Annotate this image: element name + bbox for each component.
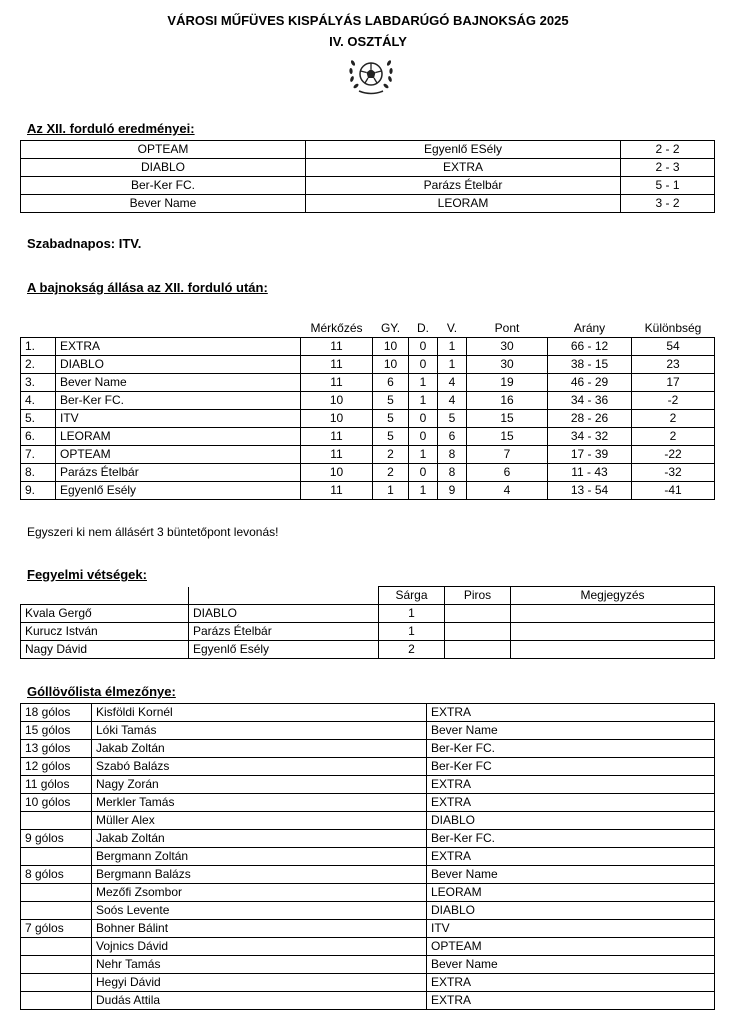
scorer-row xyxy=(21,866,715,884)
team-cell: EXTRA xyxy=(427,704,715,722)
player-cell: Nehr Tamás xyxy=(92,956,427,974)
position-cell: 6. xyxy=(21,428,56,446)
result-row xyxy=(21,159,715,177)
ratio-cell: 34 - 36 xyxy=(548,392,632,410)
standings-row xyxy=(21,374,715,392)
player-cell: Nagy Dávid xyxy=(21,641,189,659)
d-cell: 1 xyxy=(409,392,438,410)
player-cell: Dudás Attila xyxy=(92,992,427,1010)
team-cell: Ber-Ker FC. xyxy=(427,740,715,758)
goals-cell: 12 gólos xyxy=(21,758,92,776)
played-cell: 11 xyxy=(301,446,373,464)
team-cell: ITV xyxy=(427,920,715,938)
scorer-row xyxy=(21,902,715,920)
ratio-cell: 38 - 15 xyxy=(548,356,632,374)
standings-row xyxy=(21,482,715,500)
yellow-card-cell: 2 xyxy=(379,641,445,659)
player-cell: Hegyi Dávid xyxy=(92,974,427,992)
w-cell: 6 xyxy=(373,374,409,392)
ratio-cell: 34 - 32 xyxy=(548,428,632,446)
scorer-row xyxy=(21,974,715,992)
position-cell: 5. xyxy=(21,410,56,428)
d-cell: 0 xyxy=(409,356,438,374)
score-cell: 2 - 2 xyxy=(621,141,715,159)
goals-cell: 11 gólos xyxy=(21,776,92,794)
l-cell: 9 xyxy=(438,482,467,500)
penalty-note: Egyszeri ki nem állásért 3 büntetőpont levonás! xyxy=(27,525,279,539)
w-cell: 10 xyxy=(373,338,409,356)
team-cell: Ber-Ker FC. xyxy=(427,830,715,848)
yellow-card-cell: 1 xyxy=(379,623,445,641)
team-cell: ITV xyxy=(56,410,301,428)
document-title: VÁROSI MŰFÜVES KISPÁLYÁS LABDARÚGÓ BAJNOKSÁG 2025 xyxy=(167,13,569,28)
scorer-row xyxy=(21,938,715,956)
pts-cell: 30 xyxy=(467,338,548,356)
played-cell: 10 xyxy=(301,410,373,428)
goals-cell: 15 gólos xyxy=(21,722,92,740)
l-cell: 8 xyxy=(438,446,467,464)
team-cell: Egyenlő Esély xyxy=(189,641,379,659)
team-cell: EXTRA xyxy=(427,848,715,866)
team-cell: Bever Name xyxy=(427,866,715,884)
pts-cell: 6 xyxy=(467,464,548,482)
w-cell: 2 xyxy=(373,464,409,482)
position-cell: 8. xyxy=(21,464,56,482)
goals-cell xyxy=(21,938,92,956)
l-cell: 6 xyxy=(438,428,467,446)
goals-cell xyxy=(21,956,92,974)
column-header: Pont xyxy=(494,321,520,335)
red-card-cell xyxy=(445,641,511,659)
goals-cell: 9 gólos xyxy=(21,830,92,848)
football-laurel-icon xyxy=(346,52,396,98)
played-cell: 11 xyxy=(301,428,373,446)
discipline-table xyxy=(20,586,715,659)
l-cell: 8 xyxy=(438,464,467,482)
away-team-cell: LEORAM xyxy=(306,195,621,213)
scorer-row xyxy=(21,884,715,902)
w-cell: 10 xyxy=(373,356,409,374)
team-cell: DIABLO xyxy=(427,902,715,920)
scorer-row xyxy=(21,830,715,848)
away-team-cell: Egyenlő ESély xyxy=(306,141,621,159)
l-cell: 5 xyxy=(438,410,467,428)
scorer-row xyxy=(21,740,715,758)
diff-cell: -22 xyxy=(632,446,715,464)
diff-cell: -32 xyxy=(632,464,715,482)
score-cell: 2 - 3 xyxy=(621,159,715,177)
pts-cell: 4 xyxy=(467,482,548,500)
position-cell: 3. xyxy=(21,374,56,392)
discipline-row xyxy=(21,623,715,641)
standings-row xyxy=(21,338,715,356)
note-cell xyxy=(511,641,715,659)
played-cell: 11 xyxy=(301,356,373,374)
team-cell: Bever Name xyxy=(427,956,715,974)
discipline-row xyxy=(21,605,715,623)
empty-header-cell xyxy=(189,587,379,605)
empty-header-cell xyxy=(21,587,189,605)
l-cell: 1 xyxy=(438,338,467,356)
l-cell: 4 xyxy=(438,374,467,392)
team-cell: Parázs Ételbár xyxy=(189,623,379,641)
home-team-cell: Bever Name xyxy=(21,195,306,213)
w-cell: 2 xyxy=(373,446,409,464)
player-cell: Kisföldi Kornél xyxy=(92,704,427,722)
bye-team-text: Szabadnapos: ITV. xyxy=(27,236,142,251)
team-cell: EXTRA xyxy=(427,794,715,812)
scorers-heading: Góllövőlista élmezőnye: xyxy=(27,684,176,699)
discipline-heading: Fegyelmi vétségek: xyxy=(27,567,147,582)
team-cell: DIABLO xyxy=(189,605,379,623)
player-cell: Müller Alex xyxy=(92,812,427,830)
team-cell: EXTRA xyxy=(427,776,715,794)
player-cell: Jakab Zoltán xyxy=(92,830,427,848)
away-team-cell: EXTRA xyxy=(306,159,621,177)
score-cell: 3 - 2 xyxy=(621,195,715,213)
team-cell: DIABLO xyxy=(56,356,301,374)
pts-cell: 16 xyxy=(467,392,548,410)
ratio-cell: 17 - 39 xyxy=(548,446,632,464)
w-cell: 5 xyxy=(373,392,409,410)
w-cell: 1 xyxy=(373,482,409,500)
goals-cell xyxy=(21,848,92,866)
scorer-row xyxy=(21,956,715,974)
ratio-cell: 66 - 12 xyxy=(548,338,632,356)
goals-cell: 10 gólos xyxy=(21,794,92,812)
standings-header-row xyxy=(21,320,715,338)
diff-cell: 54 xyxy=(632,338,715,356)
discipline-row xyxy=(21,641,715,659)
home-team-cell: Ber-Ker FC. xyxy=(21,177,306,195)
ratio-cell: 46 - 29 xyxy=(548,374,632,392)
position-cell: 2. xyxy=(21,356,56,374)
standings-heading: A bajnokság állása az XII. forduló után: xyxy=(27,280,268,295)
score-cell: 5 - 1 xyxy=(621,177,715,195)
team-cell: Ber-Ker FC xyxy=(427,758,715,776)
round-results-table xyxy=(20,140,715,213)
team-cell: Egyenlő Esély xyxy=(56,482,301,500)
player-cell: Szabó Balázs xyxy=(92,758,427,776)
column-header: Különbség xyxy=(644,321,702,335)
diff-cell: 2 xyxy=(632,410,715,428)
scorer-row xyxy=(21,758,715,776)
d-cell: 0 xyxy=(409,464,438,482)
division-subtitle: IV. OSZTÁLY xyxy=(329,34,407,49)
player-cell: Lóki Tamás xyxy=(92,722,427,740)
d-cell: 0 xyxy=(409,428,438,446)
team-cell: DIABLO xyxy=(427,812,715,830)
standings-row xyxy=(21,356,715,374)
empty-header-cell xyxy=(56,320,301,338)
d-cell: 0 xyxy=(409,338,438,356)
red-card-cell xyxy=(445,623,511,641)
played-cell: 11 xyxy=(301,338,373,356)
pts-cell: 19 xyxy=(467,374,548,392)
pts-cell: 7 xyxy=(467,446,548,464)
player-cell: Kurucz István xyxy=(21,623,189,641)
goals-cell xyxy=(21,902,92,920)
standings-row xyxy=(21,428,715,446)
player-cell: Soós Levente xyxy=(92,902,427,920)
pts-cell: 15 xyxy=(467,410,548,428)
w-cell: 5 xyxy=(373,428,409,446)
diff-cell: 23 xyxy=(632,356,715,374)
w-cell: 5 xyxy=(373,410,409,428)
goals-cell xyxy=(21,812,92,830)
standings-table xyxy=(20,320,715,500)
goals-cell: 7 gólos xyxy=(21,920,92,938)
player-cell: Vojnics Dávid xyxy=(92,938,427,956)
column-header: Mérkőzés xyxy=(310,321,363,335)
goals-cell xyxy=(21,884,92,902)
scorer-row xyxy=(21,722,715,740)
d-cell: 1 xyxy=(409,482,438,500)
goals-cell xyxy=(21,974,92,992)
pts-cell: 30 xyxy=(467,356,548,374)
standings-row xyxy=(21,392,715,410)
position-cell: 7. xyxy=(21,446,56,464)
goals-cell: 13 gólos xyxy=(21,740,92,758)
team-cell: EXTRA xyxy=(56,338,301,356)
round-results-heading: Az XII. forduló eredményei: xyxy=(27,121,195,136)
player-cell: Merkler Tamás xyxy=(92,794,427,812)
played-cell: 10 xyxy=(301,392,373,410)
scorer-row xyxy=(21,776,715,794)
team-cell: Ber-Ker FC. xyxy=(56,392,301,410)
result-row xyxy=(21,141,715,159)
team-cell: EXTRA xyxy=(427,992,715,1010)
team-cell: Bever Name xyxy=(56,374,301,392)
team-cell: EXTRA xyxy=(427,974,715,992)
played-cell: 11 xyxy=(301,374,373,392)
player-cell: Bohner Bálint xyxy=(92,920,427,938)
yellow-card-cell: 1 xyxy=(379,605,445,623)
scorer-row xyxy=(21,992,715,1010)
position-cell: 1. xyxy=(21,338,56,356)
column-header: Piros xyxy=(445,587,511,605)
ratio-cell: 13 - 54 xyxy=(548,482,632,500)
scorer-row xyxy=(21,812,715,830)
player-cell: Mezőfi Zsombor xyxy=(92,884,427,902)
goals-cell: 8 gólos xyxy=(21,866,92,884)
d-cell: 1 xyxy=(409,446,438,464)
result-row xyxy=(21,177,715,195)
standings-row xyxy=(21,410,715,428)
position-cell: 4. xyxy=(21,392,56,410)
team-cell: OPTEAM xyxy=(427,938,715,956)
note-cell xyxy=(511,605,715,623)
player-cell: Bergmann Balázs xyxy=(92,866,427,884)
team-cell: LEORAM xyxy=(427,884,715,902)
diff-cell: 2 xyxy=(632,428,715,446)
player-cell: Bergmann Zoltán xyxy=(92,848,427,866)
away-team-cell: Parázs Ételbár xyxy=(306,177,621,195)
player-cell: Jakab Zoltán xyxy=(92,740,427,758)
standings-row xyxy=(21,464,715,482)
goals-cell: 18 gólos xyxy=(21,704,92,722)
diff-cell: -2 xyxy=(632,392,715,410)
position-cell: 9. xyxy=(21,482,56,500)
result-row xyxy=(21,195,715,213)
d-cell: 0 xyxy=(409,410,438,428)
goals-cell xyxy=(21,992,92,1010)
home-team-cell: DIABLO xyxy=(21,159,306,177)
column-header: V. xyxy=(446,321,458,335)
d-cell: 1 xyxy=(409,374,438,392)
empty-header-cell xyxy=(21,320,56,338)
column-header: D. xyxy=(417,321,429,335)
scorers-table xyxy=(20,703,715,1010)
diff-cell: 17 xyxy=(632,374,715,392)
ratio-cell: 28 - 26 xyxy=(548,410,632,428)
pts-cell: 15 xyxy=(467,428,548,446)
scorer-row xyxy=(21,794,715,812)
column-header: Sárga xyxy=(379,587,445,605)
l-cell: 4 xyxy=(438,392,467,410)
scorer-row xyxy=(21,704,715,722)
l-cell: 1 xyxy=(438,356,467,374)
player-cell: Nagy Zorán xyxy=(92,776,427,794)
scorer-row xyxy=(21,920,715,938)
played-cell: 10 xyxy=(301,464,373,482)
diff-cell: -41 xyxy=(632,482,715,500)
played-cell: 11 xyxy=(301,482,373,500)
note-cell xyxy=(511,623,715,641)
standings-row xyxy=(21,446,715,464)
team-cell: Parázs Ételbár xyxy=(56,464,301,482)
column-header: Arány xyxy=(573,321,606,335)
team-cell: OPTEAM xyxy=(56,446,301,464)
team-cell: LEORAM xyxy=(56,428,301,446)
discipline-header-row xyxy=(21,587,715,605)
column-header: Megjegyzés xyxy=(511,587,715,605)
scorer-row xyxy=(21,848,715,866)
ratio-cell: 11 - 43 xyxy=(548,464,632,482)
team-cell: Bever Name xyxy=(427,722,715,740)
player-cell: Kvala Gergő xyxy=(21,605,189,623)
red-card-cell xyxy=(445,605,511,623)
home-team-cell: OPTEAM xyxy=(21,141,306,159)
column-header: GY. xyxy=(380,321,401,335)
